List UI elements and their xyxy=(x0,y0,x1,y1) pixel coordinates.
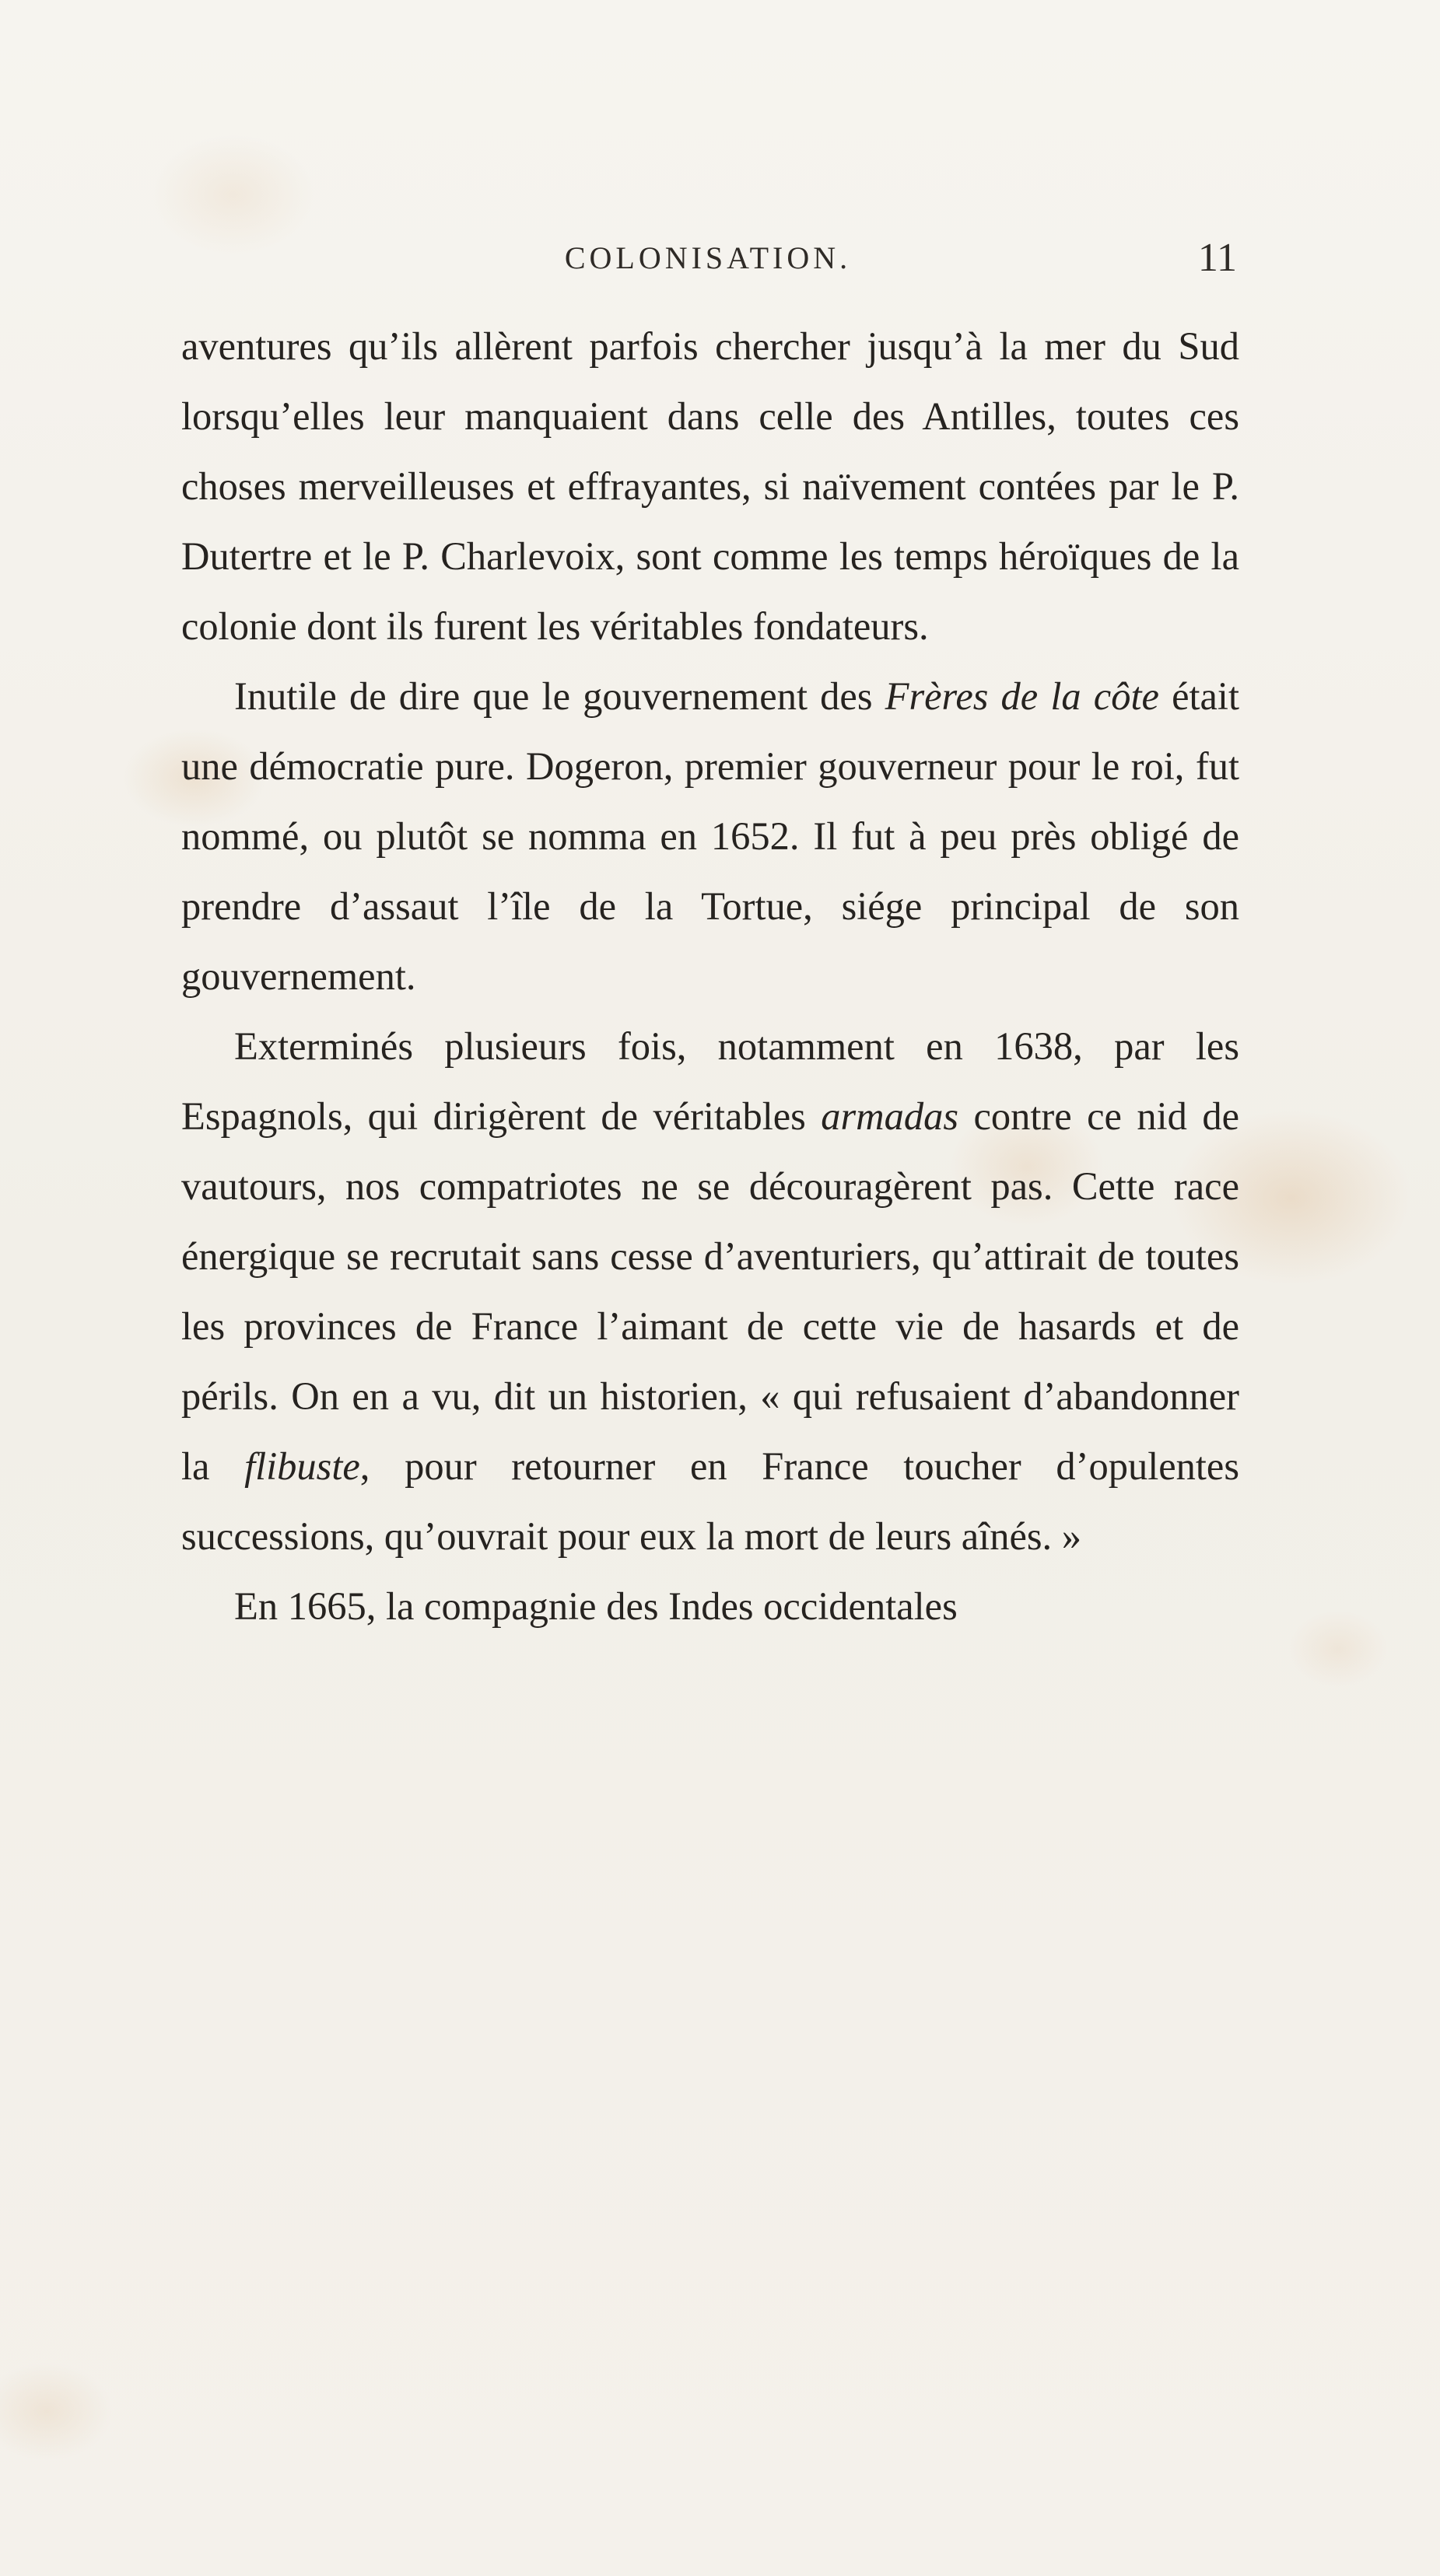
page-header xyxy=(179,236,1237,286)
paragraph-text: Inutile de dire que le gouvernement des xyxy=(234,674,885,718)
page-number: 11 xyxy=(1197,236,1237,280)
italic-term-flibuste: flibuste xyxy=(244,1444,360,1488)
paragraph-3 xyxy=(181,1011,1239,1571)
paragraph-text: , pour retourner en France toucher d’opulentes successions, qu’ouvrait pour eux la mort de leurs aînés. » xyxy=(181,1444,1239,1558)
italic-term-freres-de-la-cote: Frères de la côte xyxy=(885,674,1159,718)
paragraph-4 xyxy=(181,1571,1239,1641)
paragraph-1 xyxy=(181,311,1239,661)
paragraph-text: était une démocratie pure. Dogeron, premier gouverneur pour le roi, fut nommé, ou plutôt se nomma en 1652. Il fut à peu près obligé de prendre d’assaut l’île de la Tortue, siége principal de son gouvernement. xyxy=(181,674,1239,998)
running-title: COLONISATION. xyxy=(564,240,852,275)
paragraph-text: contre ce nid de vautours, nos compatriotes ne se découragèrent pas. Cette race énergique se recrutait sans cesse d’aventuriers, qu’attirait de toutes les provinces de France l’aimant de cette vie de hasards et de périls. On en a vu, dit un historien, « qui refusaient d’abandonner la xyxy=(181,1094,1240,1488)
paragraph-text: aventures qu’ils allèrent parfois chercher jusqu’à la mer du Sud lorsqu’elles leur manquaient dans celle des Antilles, toutes ces choses merveilleuses et effrayantes, si naïvement contées par le P. Dutertre et le P. Charlevoix, sont comme les temps héroïques de la colonie dont ils furent les véritables fondateurs. xyxy=(181,324,1239,648)
paragraph-text: Exterminés plusieurs fois, notamment en 1638, par les Espagnols, qui dirigèrent de véritables xyxy=(181,1024,1239,1138)
paragraph-text: En 1665, la compagnie des Indes occidentales xyxy=(234,1584,958,1628)
italic-term-armadas: armadas xyxy=(821,1094,959,1138)
paragraph-2 xyxy=(181,661,1239,1011)
body-text xyxy=(181,311,1239,1641)
